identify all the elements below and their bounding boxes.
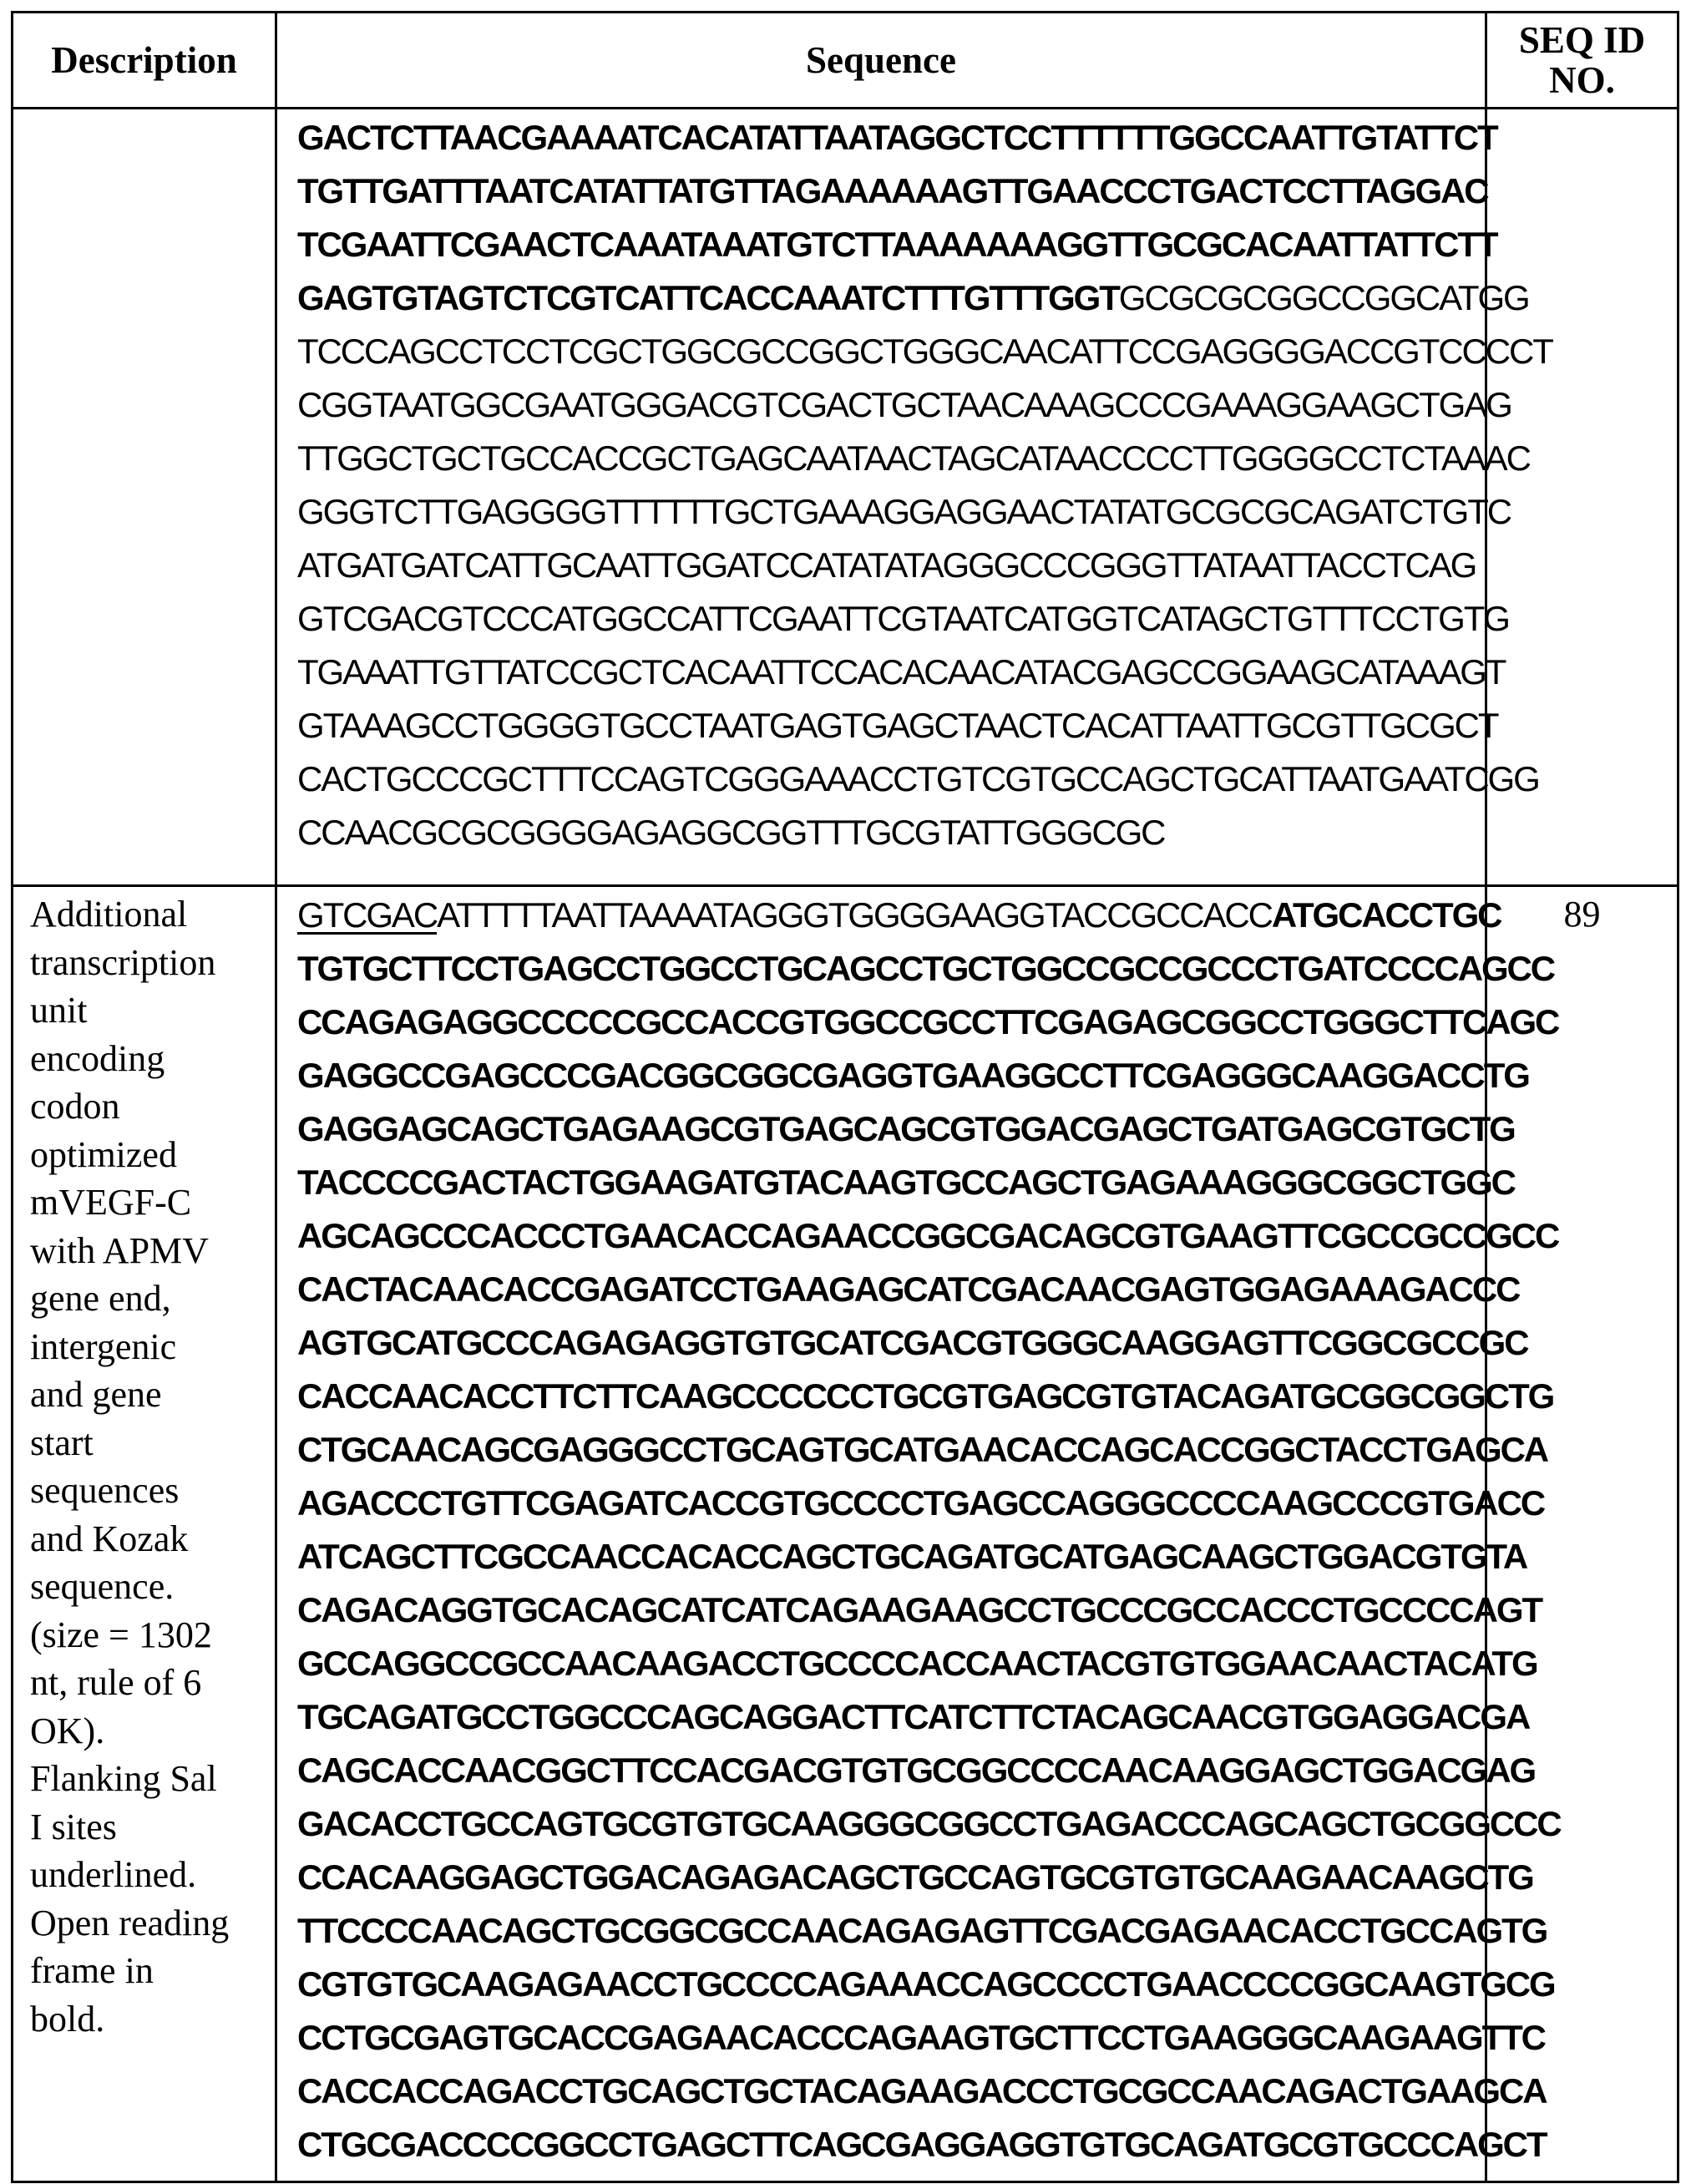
sequence-cell: [276, 886, 1486, 2182]
sequence-line: [297, 271, 1485, 325]
sequence-line: [297, 111, 1485, 165]
description-line: with APMV: [30, 1227, 270, 1275]
sequence-line: [297, 889, 1485, 942]
orf-sequence-segment: ATGCACCTGC: [1272, 895, 1501, 935]
description-line: Open reading: [30, 1899, 270, 1948]
description-line: Additional: [30, 890, 270, 939]
sequence-line: [297, 806, 1485, 859]
orf-sequence-segment: CGTGTGCAAGAGAACCTGCCCCAGAAACCAGCCCCTGAACCCCGGCAAGTGCG: [297, 1964, 1555, 2004]
description-line: (size = 1302: [30, 1611, 270, 1660]
sequence-line: [297, 1904, 1485, 1958]
sequence-line: [297, 1423, 1485, 1477]
orf-sequence-segment: CACTACAACACCGAGATCCTGAAGAGCATCGACAACGAGTGGAGAAAGACCC: [297, 1269, 1519, 1309]
orf-sequence-segment: AGACCCTGTTCGAGATCACCGTGCCCCTGAGCCAGGGCCCCAAGCCCGTGACC: [297, 1483, 1544, 1523]
sequence-segment: CGGTAATGGCGAATGGGACGTCGACTGCTAACAAAGCCCGAAAGGAAGCTGAG: [297, 385, 1511, 424]
description-line: sequence.: [30, 1563, 270, 1611]
seq-id-cell: 89: [1486, 886, 1678, 2182]
sequence-table: [11, 11, 1679, 2183]
orf-sequence-segment: CAGACAGGTGCACAGCATCATCAGAAGAAGCCTGCCCGCCACCCTGCCCCAGT: [297, 1590, 1542, 1629]
sequence-line: [297, 325, 1485, 378]
sequence-segment: CCAACGCGCGGGGAGAGGCGGTTTGCGTATTGGGCGC: [297, 813, 1164, 852]
description-line: and Kozak: [30, 1515, 270, 1563]
sequence-segment: GGGTCTTGAGGGGTTTTTTGCTGAAAGGAGGAACTATATGCGCGCAGATCTGTC: [297, 492, 1511, 531]
description-line: frame in: [30, 1947, 270, 1995]
sequence-line: [297, 378, 1485, 432]
sequence-line: [297, 942, 1485, 996]
sequence-line: [297, 218, 1485, 271]
sequence-line: [297, 432, 1485, 485]
orf-sequence-segment: TTCCCCAACAGCTGCGGCGCCAACAGAGAGTTCGACGAGAACACCTGCCAGTG: [297, 1911, 1547, 1950]
description-line: underlined.: [30, 1851, 270, 1899]
sequence-line: [297, 1263, 1485, 1316]
sequence-line: [297, 592, 1485, 646]
orf-sequence-segment: GACACCTGCCAGTGCGTGTGCAAGGGCGGCCTGAGACCCAGCAGCTGCGGCCC: [297, 1804, 1561, 1843]
sequence-line: [297, 996, 1485, 1049]
sequence-segment: ATGATGATCATTGCAATTGGATCCATATATAGGGCCCGGGTTATAATTACCTCAG: [297, 545, 1476, 585]
orf-sequence-segment: GACTCTTAACGAAAATCACATATTAATAGGCTCCTTTTTTGGCCAATTGTATTCT: [297, 118, 1497, 157]
orf-sequence-segment: TGTTGATTTAATCATATTATGTTAGAAAAAAGTTGAACCCTGACTCCTTAGGAC: [297, 171, 1488, 210]
orf-sequence-segment: TGCAGATGCCTGGCCCAGCAGGACTTCATCTTCTACAGCAACGTGGAGGACGA: [297, 1697, 1529, 1736]
orf-sequence-segment: CAGCACCAACGGCTTCCACGACGTGTGCGGCCCCAACAAGGAGCTGGACGAG: [297, 1751, 1535, 1790]
description-line: transcription: [30, 939, 270, 987]
description-line: sequences: [30, 1467, 270, 1515]
orf-sequence-segment: CACCACCAGACCTGCAGCTGCTACAGAAGACCCTGCGCCAACAGACTGAAGCA: [297, 2071, 1546, 2111]
description-line: optimized: [30, 1131, 270, 1179]
description-line: and gene: [30, 1371, 270, 1419]
sequence-line: [297, 539, 1485, 592]
orf-sequence-segment: CCAGAGAGGCCCCCGCCACCGTGGCCGCCTTCGAGAGCGGCCTGGGCTTCAGC: [297, 1002, 1558, 1041]
sequence-line: [297, 1690, 1485, 1744]
description-line: start: [30, 1419, 270, 1467]
orf-sequence-segment: TCGAATTCGAACTCAAATAAATGTCTTAAAAAAAGGTTGCGCACAATTATTCTT: [297, 225, 1496, 264]
sequence-line: [297, 1102, 1485, 1156]
sequence-line: [297, 1851, 1485, 1904]
description-line: unit: [30, 986, 270, 1035]
sequence-line: [297, 1156, 1485, 1209]
sequence-line: [297, 1584, 1485, 1637]
orf-sequence-segment: CCACAAGGAGCTGGACAGAGACAGCTGCCAGTGCGTGTGCAAGAACAAGCTG: [297, 1857, 1533, 1897]
orf-sequence-segment: CCTGCGAGTGCACCGAGAACACCCAGAAGTGCTTCCTGAAGGGCAAGAAGTTC: [297, 2018, 1545, 2057]
orf-sequence-segment: GAGGCCGAGCCCGACGGCGGCGAGGTGAAGGCCTTCGAGGGCAAGGACCTG: [297, 1056, 1529, 1095]
orf-sequence-segment: AGTGCATGCCCAGAGAGGTGTGCATCGACGTGGGCAAGGAGTTCGGCGCCGC: [297, 1323, 1527, 1362]
header-sequence: Sequence: [276, 13, 1486, 109]
sequence-line: [297, 1797, 1485, 1851]
orf-sequence-segment: TGTGCTTCCTGAGCCTGGCCTGCAGCCTGCTGGCCGCCGCCCTGATCCCCAGCC: [297, 949, 1554, 988]
sequence-segment: TCCCAGCCTCCTCGCTGGCGCCGGCTGGGCAACATTCCGAGGGGACCGTCCCCT: [297, 332, 1552, 371]
sequence-segment: CACTGCCCGCTTTCCAGTCGGGAAACCTGTCGTGCCAGCTGCATTAATGAATCGG: [297, 759, 1539, 798]
description-line: bold.: [30, 1995, 270, 2044]
header-seq-id-line: NO.: [1487, 60, 1677, 100]
header-seq-id-line: SEQ ID: [1487, 20, 1677, 60]
sequence-line: [297, 1209, 1485, 1263]
header-description: Description: [13, 13, 276, 109]
sequence-segment: TGAAATTGTTATCCGCTCACAATTCCACACAACATACGAGCCGGAAGCATAAAGT: [297, 652, 1505, 692]
sal-i-site: GTCGAC: [297, 895, 437, 935]
orf-sequence-segment: CTGCAACAGCGAGGGCCTGCAGTGCATGAACACCAGCACCGGCTACCTGAGCA: [297, 1430, 1547, 1469]
description-line: encoding: [30, 1035, 270, 1083]
orf-sequence-segment: CTGCGACCCCGGCCTGAGCTTCAGCGAGGAGGTGTGCAGATGCGTGCCCAGCT: [297, 2125, 1546, 2164]
orf-sequence-segment: AGCAGCCCACCCTGAACACCAGAACCGGCGACAGCGTGAAGTTCGCCGCCGCC: [297, 1216, 1558, 1255]
sequence-line: [297, 1637, 1485, 1690]
sequence-line: [297, 1477, 1485, 1530]
sequence-segment: TTGGCTGCTGCCACCGCTGAGCAATAACTAGCATAACCCCTTGGGGCCTCTAAAC: [297, 438, 1530, 478]
sequence-segment: GTAAAGCCTGGGGTGCCTAATGAGTGAGCTAACTCACATTAATTGCGTTGCGCT: [297, 706, 1497, 745]
description-line: mVEGF-C: [30, 1178, 270, 1227]
header-row: [13, 13, 1678, 109]
sequence-line: [297, 699, 1485, 752]
orf-sequence-segment: GAGGAGCAGCTGAGAAGCGTGAGCAGCGTGGACGAGCTGATGAGCGTGCTG: [297, 1109, 1515, 1148]
sequence-line: [297, 165, 1485, 218]
sequence-line: [297, 1744, 1485, 1797]
description-line: intergenic: [30, 1323, 270, 1371]
sequence-line: [297, 752, 1485, 806]
sequence-line: [297, 1958, 1485, 2011]
description-line: Flanking Sal: [30, 1755, 270, 1803]
sequence-line: [297, 1530, 1485, 1584]
description-line: I sites: [30, 1803, 270, 1852]
sequence-line: [297, 2011, 1485, 2065]
sequence-line: [297, 1370, 1485, 1423]
sequence-line: [297, 1316, 1485, 1370]
sequence-line: [297, 1049, 1485, 1102]
orf-sequence-segment: CACCAACACCTTCTTCAAGCCCCCCTGCGTGAGCGTGTACAGATGCGGCGGCTG: [297, 1376, 1553, 1416]
table-row: [13, 109, 1678, 886]
sequence-segment: GTCGACGTCCCATGGCCATTCGAATTCGTAATCATGGTCATAGCTGTTTCCTGTG: [297, 599, 1509, 638]
orf-sequence-segment: TACCCCGACTACTGGAAGATGTACAAGTGCCAGCTGAGAAAGGGCGGCTGGC: [297, 1163, 1515, 1202]
sequence-segment: ATTTTTAATTAAAATAGGGTGGGGAAGGTACCGCCACC: [437, 895, 1272, 935]
description-line: codon: [30, 1082, 270, 1131]
orf-sequence-segment: GAGTGTAGTCTCGTCATTCACCAAATCTTTGTTTGGT: [297, 278, 1119, 317]
description-line: nt, rule of 6: [30, 1659, 270, 1707]
sequence-line: [297, 2118, 1485, 2171]
sequence-segment: GCGCGCGGCCGGCATGG: [1119, 278, 1529, 317]
sequence-cell: [276, 109, 1486, 886]
table-row: [13, 886, 1678, 2182]
header-seq-id: [1486, 13, 1678, 109]
orf-sequence-segment: ATCAGCTTCGCCAACCACACCAGCTGCAGATGCATGAGCAAGCTGGACGTGTA: [297, 1537, 1527, 1576]
description-cell: [13, 886, 276, 2182]
description-cell: [13, 109, 276, 886]
sequence-line: [297, 485, 1485, 539]
description-line: gene end,: [30, 1274, 270, 1323]
sequence-line: [297, 646, 1485, 699]
orf-sequence-segment: GCCAGGCCGCCAACAAGACCTGCCCCACCAACTACGTGTGGAACAACTACATG: [297, 1644, 1537, 1683]
description-line: OK).: [30, 1707, 270, 1756]
sequence-line: [297, 2065, 1485, 2118]
